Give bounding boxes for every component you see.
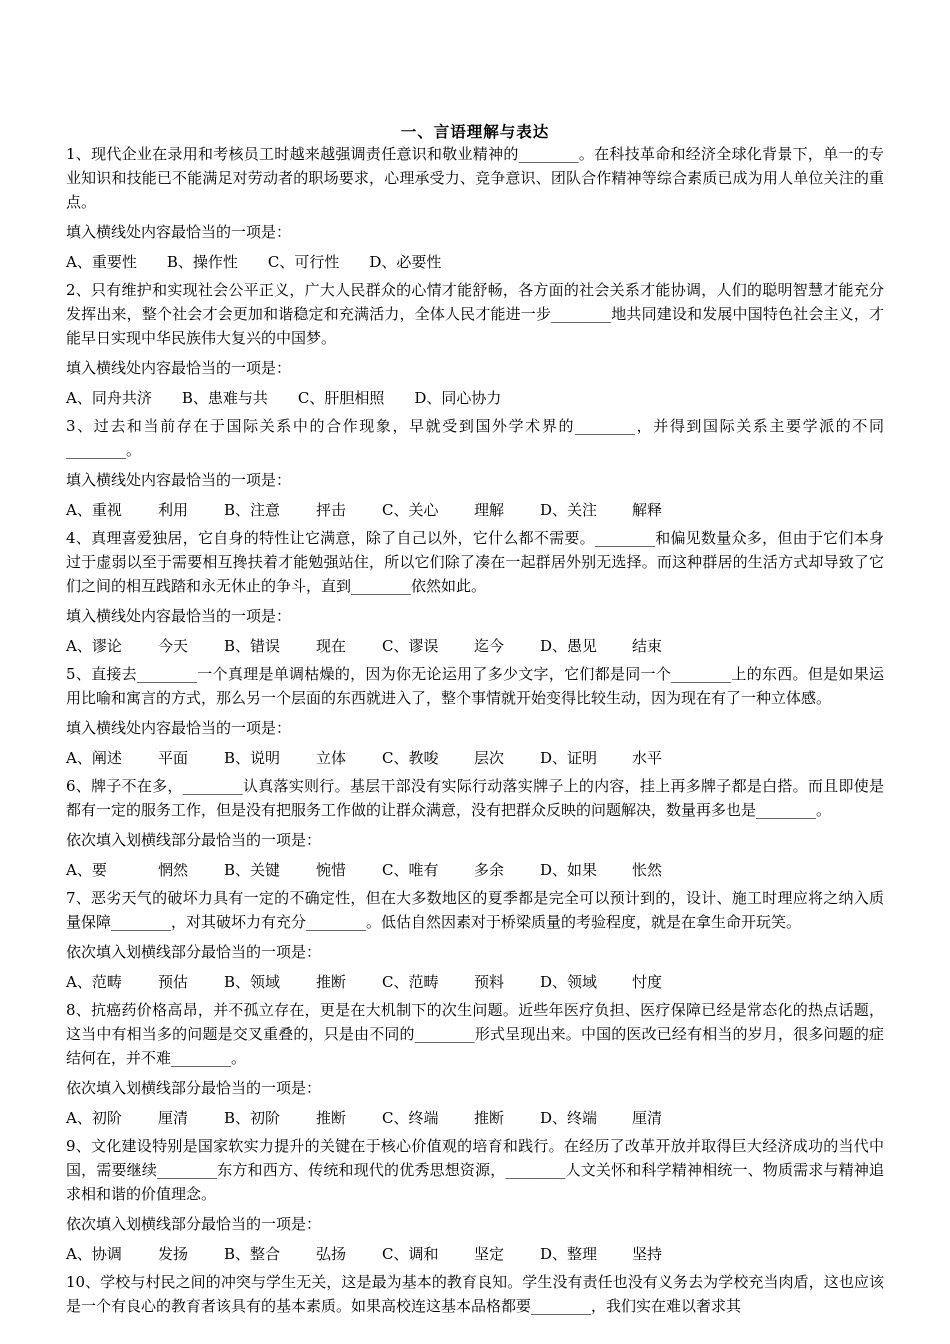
question-stem: 3、过去和当前存在于国际关系中的合作现象，早就受到国外学术界的________，并得到国际关系主要学派的不同________。 — [66, 417, 884, 459]
option-a — [66, 498, 224, 522]
option-word: A、协调 — [66, 1245, 122, 1263]
option-b: B、患难与共 — [181, 389, 268, 407]
option-word: 推断 — [316, 1109, 347, 1127]
option-word: 怅然 — [632, 861, 663, 879]
option-word: A、谬论 — [66, 637, 122, 655]
option-a — [66, 746, 224, 770]
question-stem: 7、恶劣天气的破坏力具有一定的不确定性，但在大多数地区的夏季都是完全可以预计到的，设计、施工时理应将之纳入质量保障________，对其破坏力有充分________。低估自然因素对于桥梁质量的考验程度，就是在拿生命开玩笑。 — [66, 889, 884, 931]
question-3 — [66, 414, 884, 522]
option-word: 平面 — [158, 749, 189, 767]
option-c: C、可行性 — [267, 253, 340, 271]
option-word: 忖度 — [632, 973, 663, 991]
option-c — [382, 746, 540, 770]
option-row — [66, 634, 884, 658]
option-a — [66, 970, 224, 994]
option-word: 推断 — [316, 973, 347, 991]
question-prompt: 填入横线处内容最恰当的一项是： — [66, 359, 292, 377]
question-7 — [66, 886, 884, 994]
option-row — [66, 386, 884, 410]
option-d — [540, 634, 698, 658]
option-word: B、初阶 — [224, 1109, 281, 1127]
question-prompt: 填入横线处内容最恰当的一项是： — [66, 719, 292, 737]
question-prompt: 依次填入划横线部分最恰当的一项是： — [66, 1215, 322, 1233]
option-d: D、必要性 — [369, 253, 442, 271]
option-word: 立体 — [316, 749, 347, 767]
question-1 — [66, 142, 884, 274]
option-word: 发扬 — [158, 1245, 189, 1263]
option-word: 迄今 — [474, 637, 505, 655]
option-d — [540, 1106, 698, 1130]
option-word: 预料 — [474, 973, 505, 991]
option-row — [66, 250, 884, 274]
option-word: D、如果 — [540, 861, 598, 879]
option-word: 水平 — [632, 749, 663, 767]
option-b — [224, 858, 382, 882]
question-stem: 5、直接去________一个真理是单调枯燥的，因为你无论运用了多少文字，它们都是同一个________上的东西。但是如果运用比喻和寓言的方式，那么另一个层面的东西就进入了，整个事情就开始变得比较生动，因为现在有了一种立体感。 — [66, 665, 884, 707]
option-b — [224, 970, 382, 994]
question-9 — [66, 1134, 884, 1266]
option-word: C、教唆 — [382, 749, 439, 767]
option-word: 现在 — [316, 637, 347, 655]
option-word: 惘然 — [158, 861, 189, 879]
option-word: C、调和 — [382, 1245, 439, 1263]
question-prompt: 填入横线处内容最恰当的一项是： — [66, 607, 292, 625]
option-c — [382, 1106, 540, 1130]
option-word: 惋惜 — [316, 861, 347, 879]
question-prompt: 填入横线处内容最恰当的一项是： — [66, 223, 292, 241]
option-c — [382, 498, 540, 522]
question-stem: 8、抗癌药价格高昂，并不孤立存在，更是在大机制下的次生问题。近些年医疗负担、医疗保障已经是常态化的热点话题，这当中有相当多的问题是交叉重叠的，只是由不同的________形式呈现出来。中国的医改已经有相当的岁月，很多问题的症结何在，并不难________。 — [66, 1001, 884, 1067]
option-word: D、整理 — [540, 1245, 598, 1263]
question-prompt: 依次填入划横线部分最恰当的一项是： — [66, 831, 322, 849]
option-d — [540, 498, 698, 522]
option-d: D、同心协力 — [414, 389, 502, 407]
option-word: A、范畴 — [66, 973, 122, 991]
option-word: C、谬误 — [382, 637, 439, 655]
option-word: A、阐述 — [66, 749, 122, 767]
option-word: 结束 — [632, 637, 663, 655]
option-d — [540, 858, 698, 882]
option-word: B、关键 — [224, 861, 281, 879]
option-word: D、证明 — [540, 749, 598, 767]
option-b — [224, 498, 382, 522]
option-row — [66, 1242, 884, 1266]
option-word: 利用 — [158, 501, 189, 519]
question-10 — [66, 1270, 884, 1318]
option-word: D、愚见 — [540, 637, 598, 655]
question-stem: 2、只有维护和实现社会公平正义，广大人民群众的心情才能舒畅，各方面的社会关系才能协调，人们的聪明智慧才能充分发挥出来，整个社会才会更加和谐稳定和充满活力，全体人民才能进一步________地共同建设和发展中国特色社会主义，才能早日实现中华民族伟大复兴的中国梦。 — [66, 281, 884, 347]
option-word: B、领域 — [224, 973, 281, 991]
option-word: D、领域 — [540, 973, 598, 991]
option-a: A、同舟共济 — [66, 389, 152, 407]
option-row — [66, 746, 884, 770]
option-word: B、错误 — [224, 637, 281, 655]
option-word: 层次 — [474, 749, 505, 767]
question-list — [66, 142, 884, 1318]
question-prompt: 依次填入划横线部分最恰当的一项是： — [66, 943, 322, 961]
option-row — [66, 1106, 884, 1130]
question-stem: 4、真理喜爱独居，它自身的特性让它满意，除了自己以外，它什么都不需要。________和偏见数量众多，但由于它们本身过于虚弱以至于需要相互搀扶着才能勉强站住，所以它们除了凑在一起群居外别无选择。而这种群居的生活方式却导致了它们之间的相互践踏和永无休止的争斗，直到________依然如此。 — [66, 529, 884, 595]
option-a — [66, 1106, 224, 1130]
option-word: 抨击 — [316, 501, 347, 519]
option-word: A、初阶 — [66, 1109, 122, 1127]
question-stem: 1、现代企业在录用和考核员工时越来越强调责任意识和敬业精神的________。在科技革命和经济全球化背景下，单一的专业知识和技能已不能满足对劳动者的职场要求，心理承受力、竞争意识、团队合作精神等综合素质已成为用人单位关注的重点。 — [66, 145, 884, 211]
option-word: 今天 — [158, 637, 189, 655]
option-row — [66, 858, 884, 882]
option-word: 厘清 — [632, 1109, 663, 1127]
option-a — [66, 1242, 224, 1266]
question-stem: 6、牌子不在多，________认真落实则行。基层干部没有实际行动落实牌子上的内容，挂上再多牌子都是白搭。而且即使是都有一定的服务工作，但是没有把服务工作做的让群众满意，没有把群众反映的问题解决，数量再多也是________。 — [66, 777, 884, 819]
question-stem: 9、文化建设特别是国家软实力提升的关键在于核心价值观的培育和践行。在经历了改革开放并取得巨大经济成功的当代中国，需要继续________东方和西方、传统和现代的优秀思想资源，________人文关怀和科学精神相统一、物质需求与精神追求相和谐的价值理念。 — [66, 1137, 884, 1203]
question-prompt: 填入横线处内容最恰当的一项是： — [66, 471, 292, 489]
question-2 — [66, 278, 884, 410]
option-word: 推断 — [474, 1109, 505, 1127]
option-a — [66, 634, 224, 658]
option-c — [382, 1242, 540, 1266]
option-word: C、关心 — [382, 501, 439, 519]
option-word: B、整合 — [224, 1245, 281, 1263]
option-word: B、说明 — [224, 749, 281, 767]
option-word: A、要 — [66, 861, 107, 879]
option-word: 坚持 — [632, 1245, 663, 1263]
question-5 — [66, 662, 884, 770]
question-stem: 10、学校与村民之间的冲突与学生无关，这是最为基本的教育良知。学生没有责任也没有义务去为学校充当肉盾，这也应该是一个有良心的教育者该具有的基本素质。如果高校连这基本品格都要________，我们实在难以奢求其 — [66, 1273, 884, 1315]
option-word: 弘扬 — [316, 1245, 347, 1263]
option-word: D、终端 — [540, 1109, 598, 1127]
option-b — [224, 746, 382, 770]
option-word: 多余 — [474, 861, 505, 879]
option-word: A、重视 — [66, 501, 122, 519]
option-word: 解释 — [632, 501, 663, 519]
option-word: D、关注 — [540, 501, 598, 519]
option-d — [540, 746, 698, 770]
option-word: C、范畴 — [382, 973, 439, 991]
option-c: C、肝胆相照 — [297, 389, 385, 407]
option-d — [540, 970, 698, 994]
option-word: 坚定 — [474, 1245, 505, 1263]
question-4 — [66, 526, 884, 658]
question-8 — [66, 998, 884, 1130]
option-d — [540, 1242, 698, 1266]
option-a — [66, 858, 224, 882]
option-c — [382, 634, 540, 658]
option-word: 预估 — [158, 973, 189, 991]
option-c — [382, 858, 540, 882]
option-b — [224, 1106, 382, 1130]
option-word: B、注意 — [224, 501, 281, 519]
option-word: C、终端 — [382, 1109, 439, 1127]
option-row — [66, 970, 884, 994]
question-6 — [66, 774, 884, 882]
option-b — [224, 1242, 382, 1266]
option-b — [224, 634, 382, 658]
question-prompt: 依次填入划横线部分最恰当的一项是： — [66, 1079, 322, 1097]
section-title: 一、言语理解与表达 — [400, 122, 550, 141]
option-word: 理解 — [474, 501, 505, 519]
option-row — [66, 498, 884, 522]
option-b: B、操作性 — [166, 253, 238, 271]
option-word: C、唯有 — [382, 861, 439, 879]
option-c — [382, 970, 540, 994]
option-word: 厘清 — [158, 1109, 189, 1127]
option-a: A、重要性 — [66, 253, 137, 271]
